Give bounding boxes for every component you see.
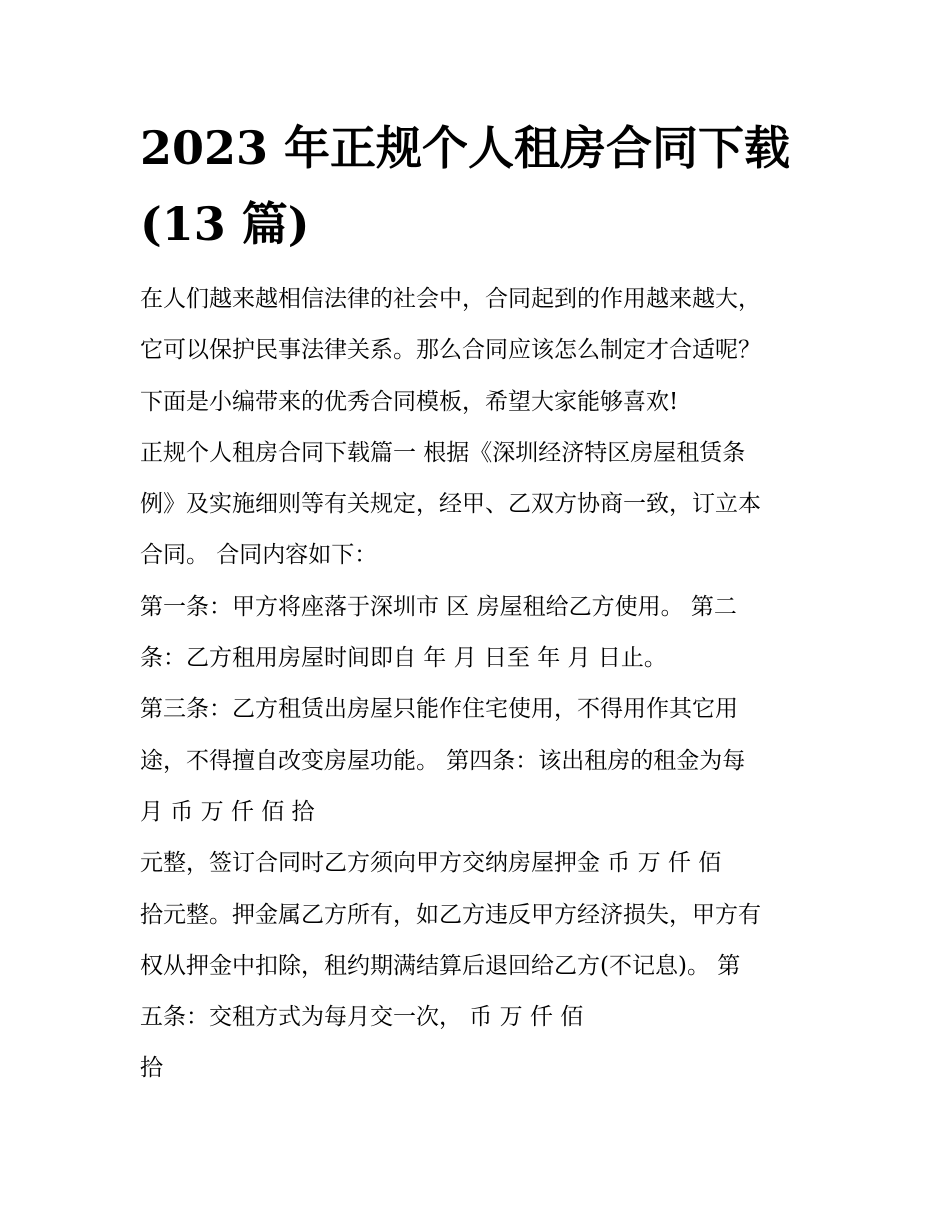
- body-line: 合同。 合同内容如下：: [140, 542, 378, 569]
- body-line: 正规个人租房合同下载篇一 根据《深圳经济特区房屋租赁条: [140, 439, 746, 466]
- body-line: 第一条：甲方将座落于深圳市 区 房屋租给乙方使用。 第二: [140, 593, 737, 620]
- body-line: 例》及实施细则等有关规定，经甲、乙双方协商一致，订立本: [140, 491, 761, 518]
- body-line: 途，不得擅自改变房屋功能。 第四条：该出租房的租金为每: [140, 747, 746, 774]
- document-body: [140, 274, 830, 1095]
- document-title: [140, 110, 830, 262]
- body-line: 五条：交租方式为每月交一次， 币 万 仟 佰: [140, 1004, 584, 1031]
- body-line: 月 币 万 仟 佰 拾: [140, 798, 315, 825]
- body-line: 拾元整。押金属乙方所有，如乙方违反甲方经济损失，甲方有: [140, 901, 761, 928]
- body-line: 下面是小编带来的优秀合同模板，希望大家能够喜欢!: [140, 388, 679, 415]
- body-line: 条：乙方租用房屋时间即自 年 月 日至 年 月 日止。: [140, 645, 667, 672]
- title-line-2: (13 篇): [140, 197, 310, 251]
- body-line: 拾: [140, 1055, 163, 1082]
- body-line: 在人们越来越相信法律的社会中，合同起到的作用越来越大，: [140, 286, 761, 312]
- body-line: 权从押金中扣除，租约期满结算后退回给乙方(不记息)。 第: [140, 952, 741, 979]
- body-line: 第三条：乙方租赁出房屋只能作住宅使用，不得用作其它用: [140, 696, 738, 723]
- body-line: 元整，签订合同时乙方须向甲方交纳房屋押金 币 万 仟 佰: [140, 850, 722, 877]
- body-line: 它可以保护民事法律关系。那么合同应该怎么制定才合适呢？: [140, 337, 761, 364]
- title-line-1: 2023 年正规个人租房合同下载: [140, 121, 791, 175]
